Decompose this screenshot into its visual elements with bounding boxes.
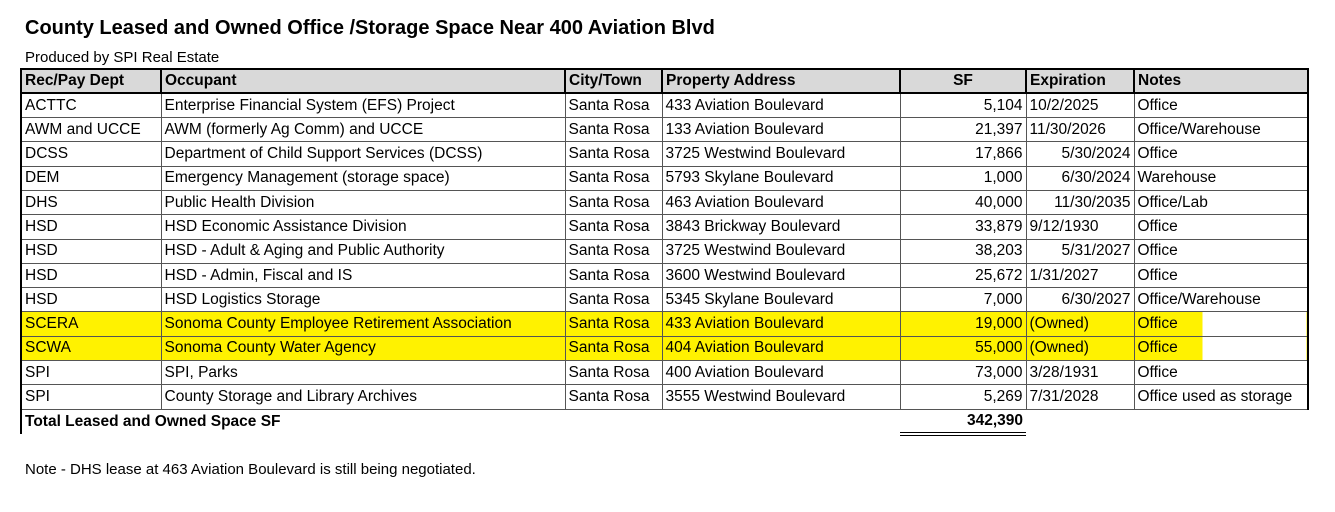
cell-notes: Office (1134, 361, 1308, 385)
cell-expiration: (Owned) (1026, 312, 1134, 336)
cell-expiration: (Owned) (1026, 336, 1134, 360)
cell-notes: Office (1134, 215, 1308, 239)
cell-notes: Office/Lab (1134, 190, 1308, 214)
cell-occupant: Sonoma County Employee Retirement Association (161, 312, 565, 336)
cell-notes: Office (1134, 93, 1308, 117)
cell-city: Santa Rosa (565, 166, 662, 190)
total-row (21, 409, 1308, 434)
cell-expiration: 5/30/2024 (1026, 142, 1134, 166)
cell-occupant: Department of Child Support Services (DCSS) (161, 142, 565, 166)
table-row (21, 93, 1308, 117)
cell-occupant: County Storage and Library Archives (161, 385, 565, 409)
cell-address: 3725 Westwind Boulevard (662, 239, 900, 263)
cell-sf: 25,672 (900, 263, 1026, 287)
footnote: Note - DHS lease at 463 Aviation Boulevard is still being negotiated. (25, 461, 476, 478)
cell-address: 3725 Westwind Boulevard (662, 142, 900, 166)
cell-occupant: HSD - Adult & Aging and Public Authority (161, 239, 565, 263)
cell-sf: 7,000 (900, 288, 1026, 312)
cell-sf: 38,203 (900, 239, 1026, 263)
cell-expiration: 7/31/2028 (1026, 385, 1134, 409)
cell-address: 400 Aviation Boulevard (662, 361, 900, 385)
header-row (21, 69, 1308, 93)
cell-sf: 5,104 (900, 93, 1026, 117)
cell-dept: SCERA (21, 312, 161, 336)
cell-expiration: 11/30/2035 (1026, 190, 1134, 214)
cell-dept: HSD (21, 215, 161, 239)
header-notes: Notes (1134, 69, 1308, 93)
cell-notes: Office (1134, 263, 1308, 287)
cell-address: 3600 Westwind Boulevard (662, 263, 900, 287)
cell-occupant: Public Health Division (161, 190, 565, 214)
cell-dept: DEM (21, 166, 161, 190)
cell-notes: Office (1134, 312, 1308, 336)
table-row (21, 239, 1308, 263)
header-address: Property Address (662, 69, 900, 93)
cell-occupant: HSD Logistics Storage (161, 288, 565, 312)
table-row (21, 361, 1308, 385)
cell-sf: 55,000 (900, 336, 1026, 360)
cell-dept: SPI (21, 385, 161, 409)
table-row (21, 190, 1308, 214)
header-sf: SF (900, 69, 1026, 93)
header-dept: Rec/Pay Dept (21, 69, 161, 93)
cell-occupant: HSD Economic Assistance Division (161, 215, 565, 239)
cell-dept: DCSS (21, 142, 161, 166)
cell-expiration: 6/30/2024 (1026, 166, 1134, 190)
cell-city: Santa Rosa (565, 215, 662, 239)
cell-sf: 73,000 (900, 361, 1026, 385)
cell-city: Santa Rosa (565, 336, 662, 360)
table-row (21, 142, 1308, 166)
cell-sf: 21,397 (900, 118, 1026, 142)
table-row (21, 215, 1308, 239)
cell-expiration: 10/2/2025 (1026, 93, 1134, 117)
cell-occupant: Enterprise Financial System (EFS) Project (161, 93, 565, 117)
cell-city: Santa Rosa (565, 239, 662, 263)
cell-sf: 17,866 (900, 142, 1026, 166)
cell-expiration: 1/31/2027 (1026, 263, 1134, 287)
header-city: City/Town (565, 69, 662, 93)
table-row (21, 166, 1308, 190)
table-row (21, 263, 1308, 287)
cell-sf: 19,000 (900, 312, 1026, 336)
table-row (21, 118, 1308, 142)
cell-city: Santa Rosa (565, 142, 662, 166)
cell-expiration: 6/30/2027 (1026, 288, 1134, 312)
cell-address: 3555 Westwind Boulevard (662, 385, 900, 409)
cell-notes: Office used as storage (1134, 385, 1308, 409)
cell-dept: AWM and UCCE (21, 118, 161, 142)
cell-city: Santa Rosa (565, 118, 662, 142)
cell-city: Santa Rosa (565, 385, 662, 409)
cell-dept: SPI (21, 361, 161, 385)
cell-dept: SCWA (21, 336, 161, 360)
cell-occupant: Sonoma County Water Agency (161, 336, 565, 360)
cell-occupant: SPI, Parks (161, 361, 565, 385)
cell-address: 433 Aviation Boulevard (662, 312, 900, 336)
cell-dept: HSD (21, 288, 161, 312)
cell-notes: Office/Warehouse (1134, 288, 1308, 312)
cell-dept: HSD (21, 263, 161, 287)
cell-notes: Warehouse (1134, 166, 1308, 190)
cell-expiration: 5/31/2027 (1026, 239, 1134, 263)
header-occupant: Occupant (161, 69, 565, 93)
report-title: County Leased and Owned Office /Storage Space Near 400 Aviation Blvd (25, 17, 715, 39)
cell-notes: Office (1134, 239, 1308, 263)
cell-expiration: 9/12/1930 (1026, 215, 1134, 239)
cell-sf: 33,879 (900, 215, 1026, 239)
cell-dept: ACTTC (21, 93, 161, 117)
cell-address: 133 Aviation Boulevard (662, 118, 900, 142)
cell-expiration: 3/28/1931 (1026, 361, 1134, 385)
report-subtitle: Produced by SPI Real Estate (25, 49, 220, 66)
header-expiration: Expiration (1026, 69, 1134, 93)
total-label: Total Leased and Owned Space SF (21, 409, 900, 434)
cell-sf: 5,269 (900, 385, 1026, 409)
cell-notes: Office (1134, 142, 1308, 166)
cell-sf: 1,000 (900, 166, 1026, 190)
cell-sf: 40,000 (900, 190, 1026, 214)
cell-dept: HSD (21, 239, 161, 263)
cell-notes: Office (1134, 336, 1308, 360)
cell-address: 433 Aviation Boulevard (662, 93, 900, 117)
cell-address: 5345 Skylane Boulevard (662, 288, 900, 312)
cell-city: Santa Rosa (565, 263, 662, 287)
cell-address: 463 Aviation Boulevard (662, 190, 900, 214)
cell-occupant: Emergency Management (storage space) (161, 166, 565, 190)
table-row (21, 288, 1308, 312)
cell-city: Santa Rosa (565, 288, 662, 312)
cell-expiration: 11/30/2026 (1026, 118, 1134, 142)
table-row (21, 385, 1308, 409)
table-row (21, 336, 1308, 360)
cell-city: Santa Rosa (565, 361, 662, 385)
cell-address: 3843 Brickway Boulevard (662, 215, 900, 239)
cell-city: Santa Rosa (565, 93, 662, 117)
total-sf: 342,390 (900, 409, 1026, 434)
cell-notes: Office/Warehouse (1134, 118, 1308, 142)
cell-dept: DHS (21, 190, 161, 214)
cell-occupant: HSD - Admin, Fiscal and IS (161, 263, 565, 287)
cell-address: 5793 Skylane Boulevard (662, 166, 900, 190)
cell-city: Santa Rosa (565, 312, 662, 336)
space-table (20, 68, 1309, 436)
cell-occupant: AWM (formerly Ag Comm) and UCCE (161, 118, 565, 142)
table-row (21, 312, 1308, 336)
cell-address: 404 Aviation Boulevard (662, 336, 900, 360)
cell-city: Santa Rosa (565, 190, 662, 214)
